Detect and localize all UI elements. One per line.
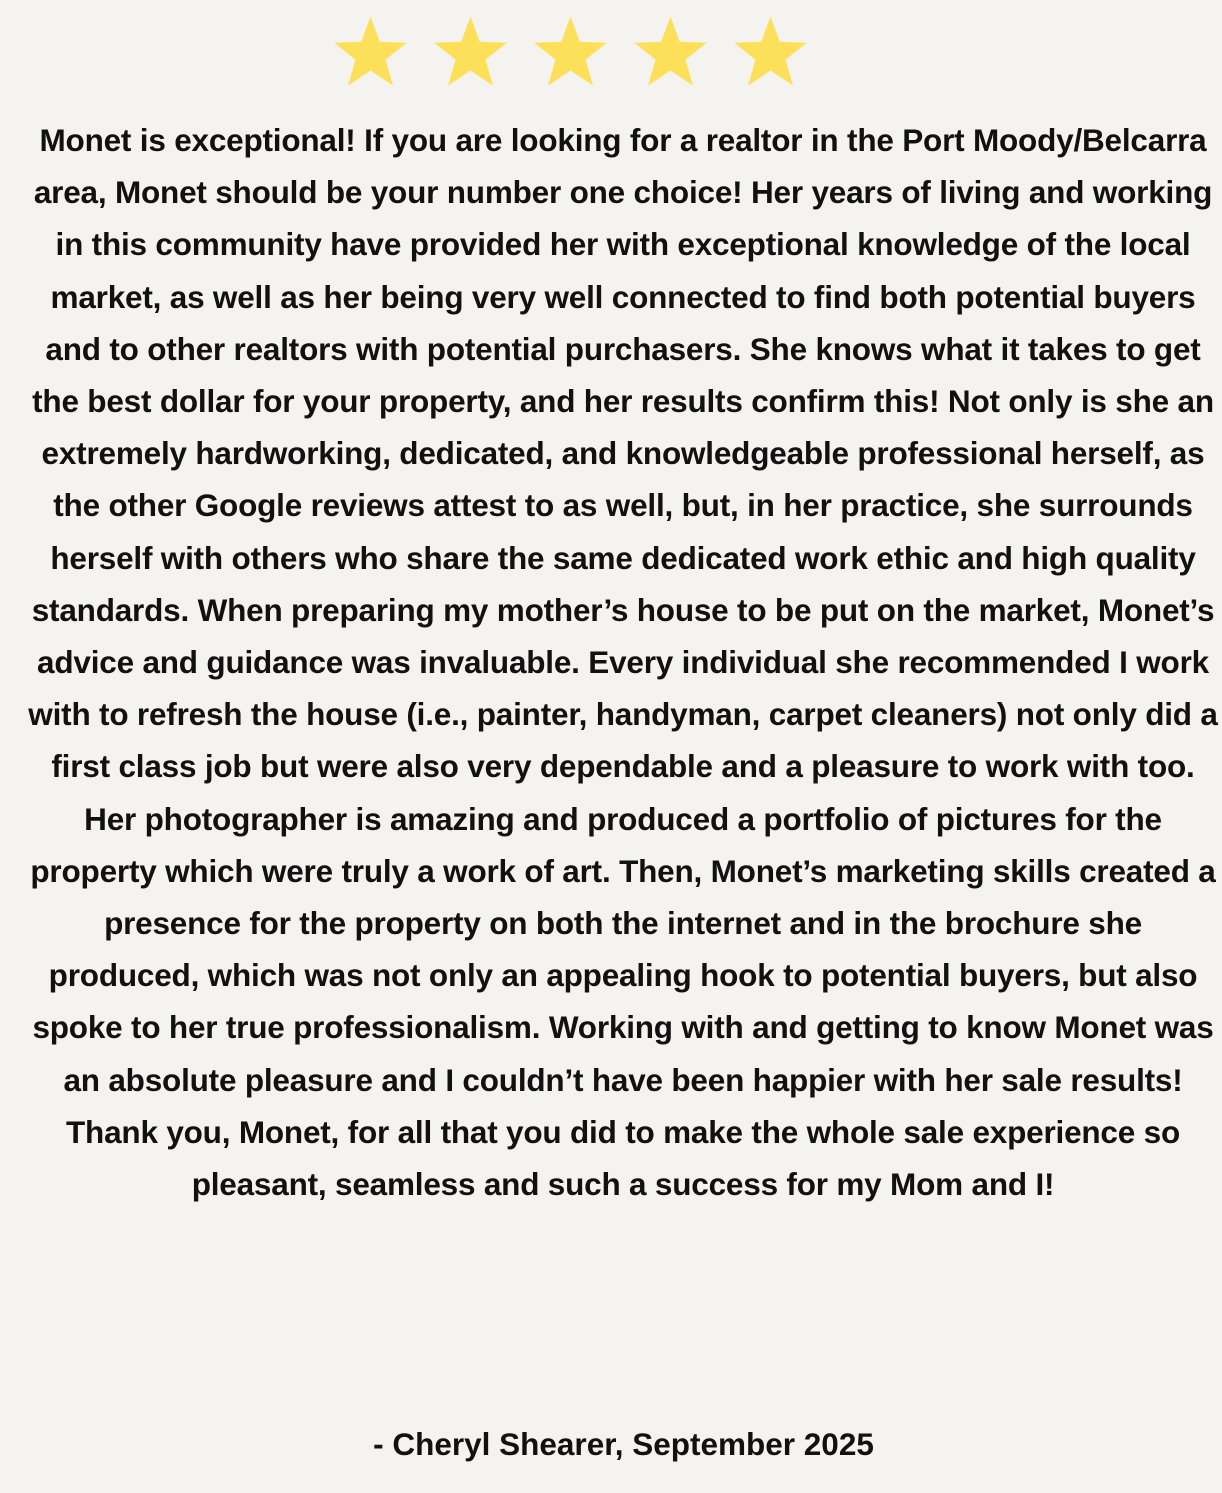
star-icon <box>631 14 710 92</box>
review-text: Monet is exceptional! If you are looking for a realtor in the Port Moody/Belcarra area, Monet should be your number one choice! Her years of living and working in this community have provided her with exceptional knowledge of the local market, as well as her being very well connected to find both potential buyers and to other realtors with potential purchasers. She knows what it takes to get the best dollar for your property, and her results confirm this! Not only is she an extremely hardworking, dedicated, and knowledgeable professional herself, as the other Google reviews attest to as well, but, in her practice, she surrounds herself with others who share the same dedicated work ethic and high quality standards. When preparing my mother’s house to be put on the market, Monet’s advice and guidance was invaluable. Every individual she recommended I work with to refresh the house (i.e., painter, handyman, carpet cleaners) not only did a first class job but were also very dependable and a pleasure to work with too. Her photographer is amazing and produced a portfolio of pictures for the property which were truly a work of art. Then, Monet’s marketing skills created a presence for the property on both the internet and in the brochure she produced, which was not only an appealing hook to potential buyers, but also spoke to her true professionalism. Working with and getting to know Monet was an absolute pleasure and I couldn’t have been happier with her sale results! Thank you, Monet, for all that you did to make the whole sale experience so pleasant, seamless and such a success for my Mom and I! <box>28 122 1218 1203</box>
star-icon <box>331 14 410 92</box>
star-rating <box>320 14 820 94</box>
star-icon <box>731 14 810 92</box>
review-signature: - Cheryl Shearer, September 2025 <box>373 1426 874 1462</box>
star-icon <box>531 14 610 92</box>
star-icon <box>431 14 510 92</box>
